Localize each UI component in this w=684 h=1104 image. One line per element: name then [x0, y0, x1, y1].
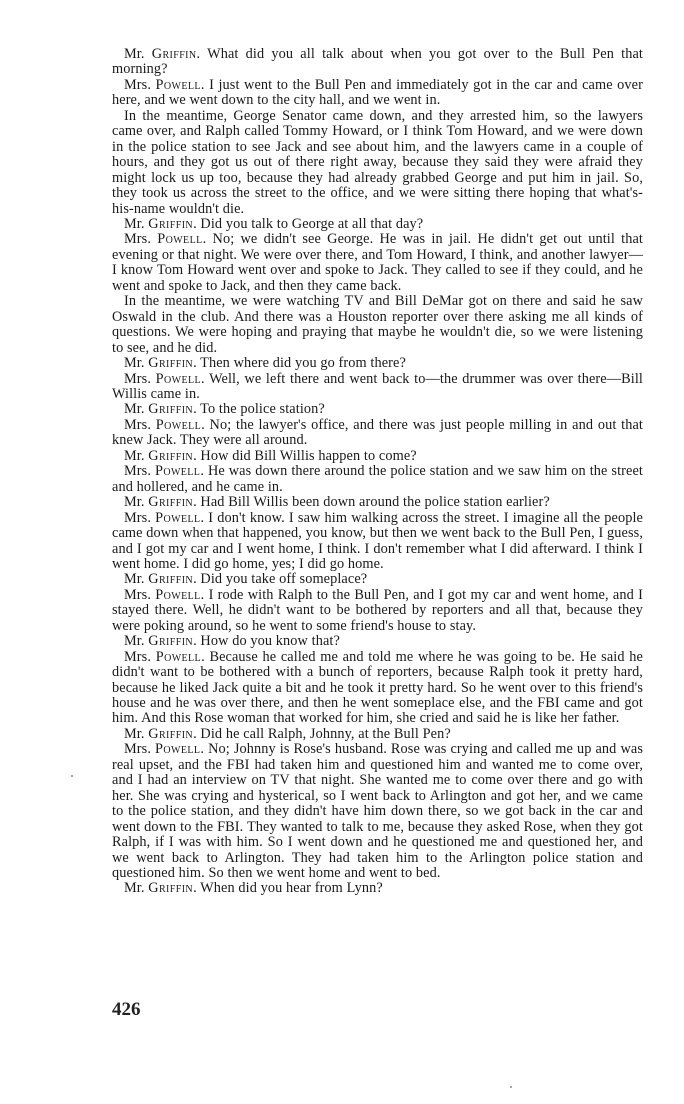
speaker-title: Mr. [124, 46, 145, 62]
testimony-paragraph: Mr. Griffin. How do you know that? [124, 633, 340, 650]
speaker-name: Powell [155, 648, 202, 665]
paragraph-text: When did you hear from Lynn? [200, 880, 383, 897]
speaker-name: Powell [155, 586, 201, 603]
paragraph-text: Had Bill Willis been down around the police station earlier? [200, 494, 550, 511]
testimony-paragraph: Mr. Griffin. Then where did you go from there? [124, 355, 406, 372]
paragraph-text: Well, we left there and went back to—the drummer was over there—Bill Willis came in. [112, 370, 643, 402]
paragraph-text: In the meantime, we were watching TV and Bill DeMar got on there and said he saw Oswald in the club. And there was a Houston reporter over there asking me all kinds of questions. We were hoping and praying that maybe he wouldn't die, so we were listening to see, and he did. [112, 293, 643, 356]
testimony-paragraph: Mr. Griffin. What did you all talk about when you got over to the Bull Pen that morning? [112, 46, 643, 78]
paragraph-text: I don't know. I saw him walking across the street. I imagine all the people came down when that happened, you know, but then we went back to the Bull Pen, I guess, and I got my car and I went home, I think. I don't remember what I did afterward. I think I went home. I did go home, yes; I did go home. [112, 509, 643, 572]
testimony-paragraph: Mr. Griffin. Did you take off someplace? [124, 571, 368, 588]
paragraph-text: How do you know that? [200, 633, 340, 650]
testimony-text [112, 47, 643, 897]
speaker-title: Mr. [124, 571, 145, 588]
paragraph-text: I rode with Ralph to the Bull Pen, and I got my car and went home, and I stayed there. Well, he didn't want to be bothered by reporters and all that, because they were poking around, so he went to some friend's house to stay. [112, 586, 643, 634]
testimony-paragraph: Mrs. Powell. No; we didn't see George. He was in jail. He didn't get out until that evening or that night. We were over there, and Tom Howard, I think, and another lawyer—I know Tom Howard went over and spoke to Jack. They called to see if they could, and he went and spoke to Jack, and then they came back. [112, 231, 643, 294]
speaker-title: Mrs. [124, 648, 152, 665]
speaker-title: Mrs. [124, 509, 152, 526]
speaker-name: Powell [154, 463, 201, 480]
speaker-title: Mrs. [124, 416, 152, 433]
testimony-paragraph: Mrs. Powell. He was down there around the police station and we saw him on the street and hollered, and he came in. [112, 463, 643, 495]
paragraph-text: No; Johnny is Rose's husband. Rose was crying and called me up and was real upset, and the FBI had taken him and questioned him and wanted me to come over, and I had an interview on TV that night. She wanted me to come over there and go with her. She was crying and hysterical, so I went back to Arlington and got her, and we came to the police station, and they didn't have him down there, so we got back in the car and went down to the FBI. They wanted to talk to me, because they asked Rose, when they got Ralph, if I was with him. So I went down and he questioned me and questioned her, and we went back to Arlington. They had taken him to the Arlington police station and questioned him. So then we went home and went to bed. [112, 741, 643, 882]
testimony-paragraph: Mr. Griffin. Did he call Ralph, Johnny, at the Bull Pen? [124, 725, 451, 742]
testimony-paragraph: Mrs. Powell. I rode with Ralph to the Bull Pen, and I got my car and went home, and I stayed there. Well, he didn't want to be bothered by reporters and all that, because they were poking around, so he went to some friend's house to stay. [112, 586, 643, 634]
scan-speck [71, 775, 73, 777]
paragraph-text: Then where did you go from there? [200, 355, 406, 372]
speaker-title: Mrs. [124, 370, 152, 387]
paragraph-text: I just went to the Bull Pen and immediately got in the car and came over here, and we went down to the city hall, and we went in. [112, 76, 643, 109]
testimony-paragraph: Mrs. Powell. Because he called me and told me where he was going to be. He said he didn't want to be bothered with a bunch of reporters, because Ralph took it pretty hard, because he liked Jack quite a bit and he took it pretty hard. So he went over to this friend's house and he was over there, and then he went someplace else, and the FBI came and got him. And this Rose woman that worked for him, she cried and said he is like her father. [112, 648, 643, 727]
paragraph-text: Did he call Ralph, Johnny, at the Bull Pen? [200, 725, 451, 742]
page-number: 426 [112, 999, 141, 1020]
testimony-paragraph: Mr. Griffin. Had Bill Willis been down around the police station earlier? [124, 494, 550, 511]
speaker-title: Mr. [124, 447, 145, 464]
speaker-name: Griffin [151, 46, 197, 62]
scan-speck [510, 1086, 512, 1088]
testimony-paragraph: Mr. Griffin. When did you hear from Lynn? [124, 880, 383, 897]
testimony-continuation [112, 109, 643, 217]
paragraph-text: Did you talk to George at all that day? [200, 215, 424, 232]
speaker-name: Powell [155, 76, 201, 93]
speaker-name: Powell [157, 231, 203, 248]
speaker-name: Powell [155, 416, 202, 433]
speaker-title: Mrs. [124, 741, 152, 758]
testimony-paragraph: Mr. Griffin. To the police station? [124, 401, 325, 418]
speaker-title: Mr. [124, 401, 145, 418]
speaker-title: Mr. [124, 355, 145, 372]
paragraph-text: In the meantime, George Senator came down, and they arrested him, so the lawyers came over, and Ralph called Tommy Howard, or I think Tom Howard, and we were down in the police station to see Jack and see about him, and the lawyers came in a couple of hours, and they got us out of there right away, because they said they were afraid they might lock us up too, because they had already grabbed George and put him in jail. So, they took us across the street to the office, and we were sitting there hoping that what's-his-name wouldn't die. [112, 107, 643, 217]
testimony-paragraph: Mr. Griffin. Did you talk to George at all that day? [124, 215, 424, 232]
speaker-title: Mrs. [124, 231, 152, 248]
paragraph-text: No; we didn't see George. He was in jail. He didn't get out until that evening or that night. We were over there, and Tom Howard, I think, and another lawyer—I know Tom Howard went over and spoke to Jack. They called to see if they could, and he went and spoke to Jack, and then they came back. [112, 231, 643, 294]
testimony-paragraph: Mrs. Powell. I just went to the Bull Pen and immediately got in the car and came over here, and we went down to the city hall, and we went in. [112, 76, 643, 109]
testimony-paragraph: Mr. Griffin. How did Bill Willis happen to come? [124, 447, 417, 464]
speaker-name: Griffin [148, 447, 194, 464]
speaker-name: Powell [155, 370, 201, 387]
speaker-name: Griffin [148, 725, 194, 742]
speaker-title: Mr. [124, 880, 145, 897]
testimony-paragraph: Mrs. Powell. I don't know. I saw him walking across the street. I imagine all the people came down when that happened, you know, but then we went back to the Bull Pen, I guess, and I got my car and I went home, I think. I don't remember what I did afterward. I think I went home. I did go home, yes; I did go home. [112, 509, 643, 572]
speaker-title: Mrs. [124, 463, 152, 480]
paragraph-text: Did you take off someplace? [200, 571, 368, 588]
paragraph-text: What did you all talk about when you got over to the Bull Pen that morning? [112, 46, 643, 78]
speaker-name: Griffin [148, 355, 194, 372]
speaker-title: Mr. [124, 494, 145, 511]
paragraph-text: To the police station? [200, 401, 325, 418]
speaker-title: Mr. [124, 633, 145, 650]
speaker-name: Powell [155, 509, 201, 526]
speaker-name: Griffin [148, 215, 194, 232]
speaker-title: Mrs. [124, 586, 152, 603]
speaker-name: Griffin [148, 494, 194, 511]
testimony-paragraph: Mrs. Powell. No; Johnny is Rose's husband. Rose was crying and called me up and was real upset, and the FBI had taken him and questioned him and wanted me to come over, and I had an interview on TV that night. She wanted me to come over there and go with her. She was crying and hysterical, so I went back to Arlington and got her, and we came to the police station, and they didn't have him down there, so we got back in the car and went down to the FBI. They wanted to talk to me, because they asked Rose, when they got Ralph, if I was with him. So I went down and he questioned me and questioned her, and we went back to Arlington. They had taken him to the Arlington police station and questioned him. So then we went home and went to bed. [112, 741, 643, 882]
testimony-continuation [112, 294, 643, 356]
speaker-name: Griffin [148, 571, 194, 588]
speaker-name: Griffin [148, 633, 194, 650]
speaker-name: Griffin [148, 401, 194, 418]
speaker-title: Mr. [124, 215, 145, 232]
paragraph-text: Because he called me and told me where he was going to be. He said he didn't want to be bothered with a bunch of reporters, because Ralph took it pretty hard, because he liked Jack quite a bit and he took it pretty hard. So he went over to this friend's house and he was over there, and then he went someplace else, and the FBI came and got him. And this Rose woman that worked for him, she cried and said he is like her father. [112, 648, 643, 727]
paragraph-text: How did Bill Willis happen to come? [200, 447, 417, 464]
speaker-name: Powell [155, 741, 201, 758]
paragraph-text: He was down there around the police station and we saw him on the street and hollered, and he came in. [112, 463, 643, 495]
speaker-name: Griffin [148, 880, 194, 897]
paragraph-text: No; the lawyer's office, and there was just people milling in and out that knew Jack. They were all around. [112, 416, 643, 449]
speaker-title: Mr. [124, 725, 145, 742]
speaker-title: Mrs. [124, 76, 152, 93]
testimony-paragraph: Mrs. Powell. Well, we left there and went back to—the drummer was over there—Bill Willis came in. [112, 370, 643, 402]
testimony-paragraph: Mrs. Powell. No; the lawyer's office, and there was just people milling in and out that knew Jack. They were all around. [112, 416, 643, 449]
